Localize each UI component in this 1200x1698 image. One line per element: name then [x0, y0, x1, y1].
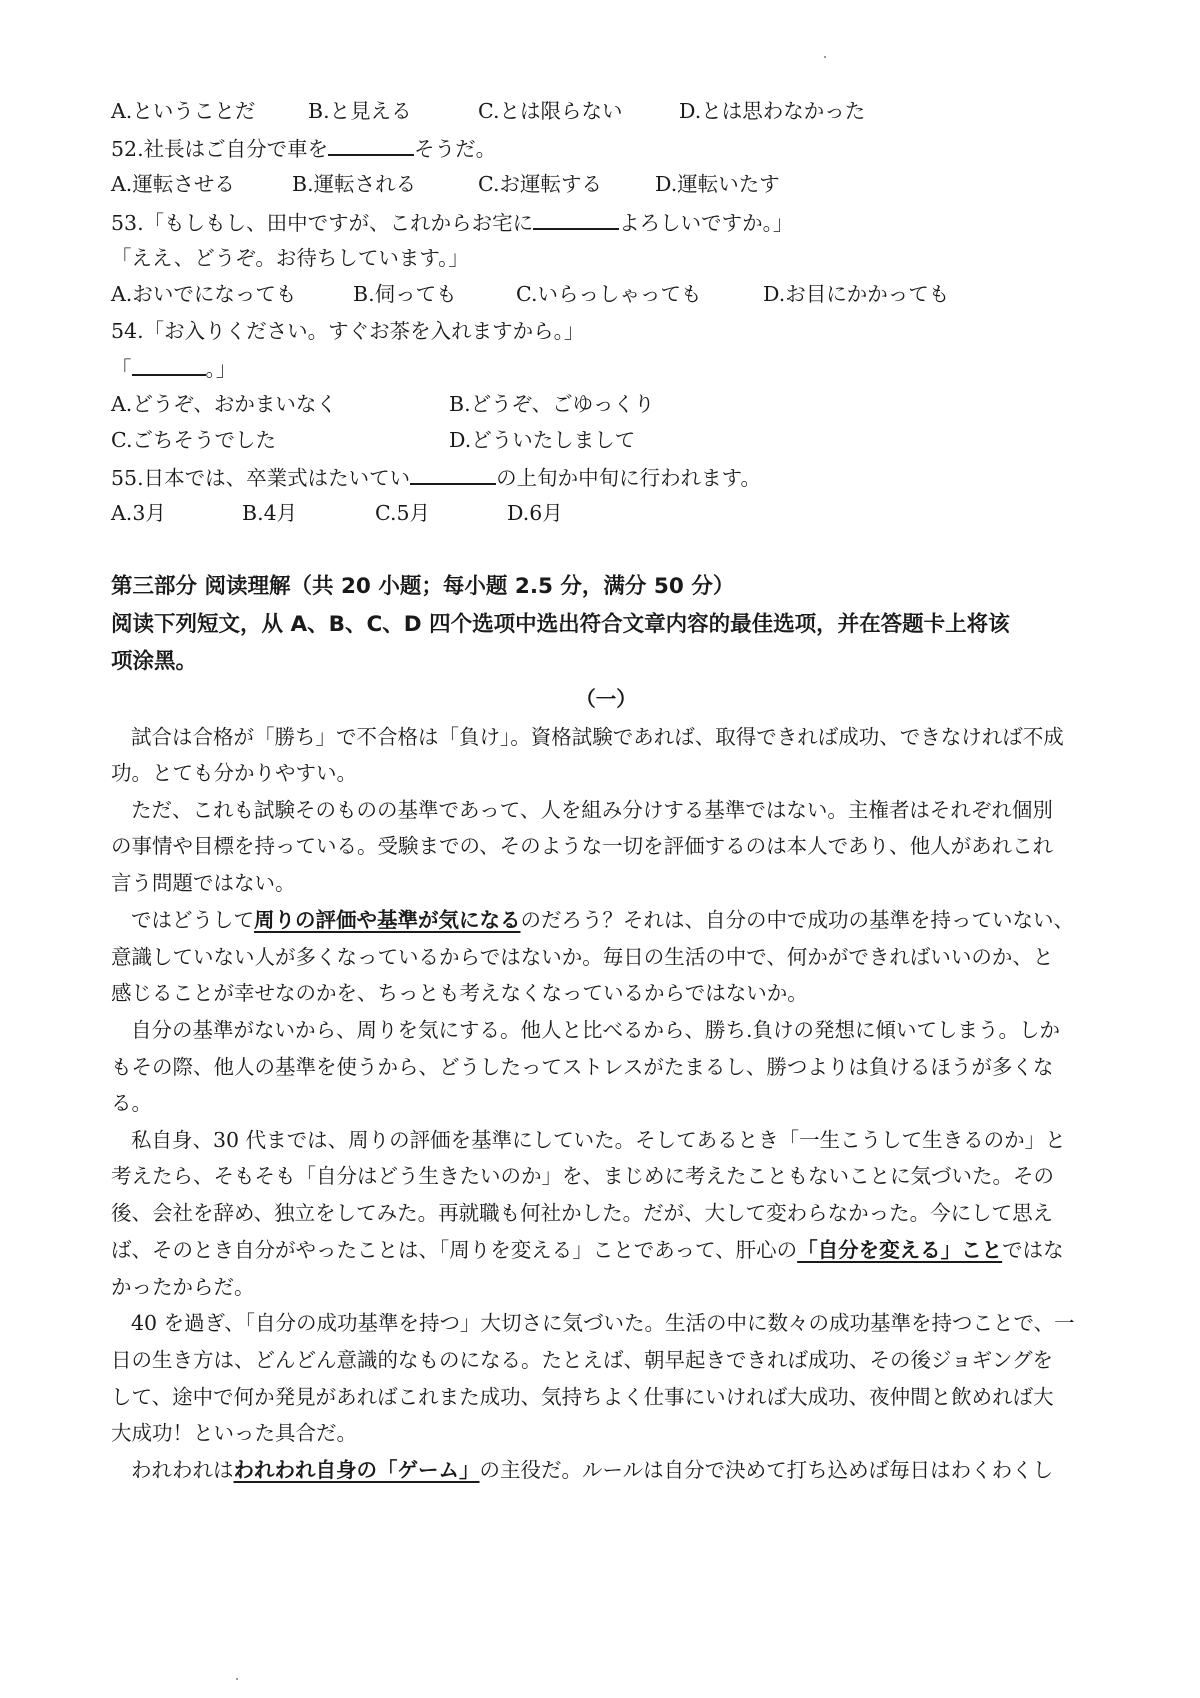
q55-stem-before: 55.日本では、卒業式はたいてい — [111, 466, 411, 490]
q51-option-a[interactable]: A.ということだ — [111, 99, 256, 123]
scan-speck — [236, 1678, 238, 1680]
passage-p5-line4 — [111, 1235, 1101, 1265]
q55-stem — [111, 461, 1101, 493]
q52-blank — [328, 132, 414, 156]
q55-option-b[interactable]: B.4月 — [242, 501, 298, 525]
passage-p7-line1-a: われわれは — [131, 1458, 234, 1482]
passage-p6-line1: 40 を過ぎ、「自分の成功基準を持つ」大切さに気づいた。生活の中に数々の成功基準を持つことで、一 — [131, 1311, 1075, 1335]
passage-p6-line2: 日の生き方は、どんどん意識的なものになる。たとえば、朝早起きできれば成功、その後ジョギングを — [111, 1348, 1053, 1372]
passage-p4-line3: る。 — [111, 1091, 152, 1115]
q52-stem — [111, 132, 1101, 164]
q51-option-b[interactable]: B.と見える — [308, 99, 412, 123]
section3-title: 第三部分 阅读理解（共 20 小题；每小题 2.5 分，满分 50 分） — [111, 574, 735, 599]
passage-p5-line2: 考えたら、そもそも「自分はどう生きたいのか」を、まじめに考えたこともないことに気づいた。その — [111, 1164, 1054, 1188]
passage-p2-line2: の事情や目標を持っている。受験までの、そのような一切を評価するのは本人であり、他人があれこれ — [111, 834, 1054, 858]
q53-option-c[interactable]: C.いらっしゃっても — [516, 282, 702, 306]
passage-p4-line1: 自分の基準がないから、周りを気にする。他人と比べるから、勝ち.負けの発想に傾いてしまう。しか — [131, 1018, 1061, 1042]
q53-reply: 「ええ、どうぞ。お待ちしています。」 — [111, 246, 469, 270]
passage-p7-line1 — [131, 1455, 1101, 1485]
q54-blank — [132, 352, 206, 376]
q55-option-a[interactable]: A.3月 — [111, 501, 166, 525]
q55-blank — [410, 461, 496, 485]
q53-option-b[interactable]: B.伺っても — [353, 282, 457, 306]
q54-stem: 54.「お入りください。すぐお茶を入れますから。」 — [111, 319, 585, 343]
q53-stem — [111, 206, 1101, 238]
underlined-phrase-1: 周りの評価や基準が気になる — [254, 908, 521, 932]
underlined-phrase-2: 「自分を変える」こと — [797, 1238, 1003, 1262]
passage-p3-line2: 意識していない人が多くなっているからではないか。毎日の生活の中で、何かができればいいのか、と — [111, 945, 1054, 969]
q52-stem-after: そうだ。 — [414, 137, 497, 161]
q54-option-c[interactable]: C.ごちそうでした — [111, 428, 276, 452]
passage-p2-line1: ただ、これも試験そのものの基準であって、人を組み分けする基準ではない。主権者はそれぞれ個別 — [131, 798, 1053, 822]
q52-option-a[interactable]: A.運転させる — [111, 172, 235, 196]
passage-p5-line4-a: ば、そのとき自分がやったことは、「周りを変える」ことであって、肝心の — [111, 1238, 798, 1262]
q53-stem-before: 53.「もしもし、田中ですが、これからお宅に — [111, 211, 534, 235]
passage-p7-line1-b: の主役だ。ルールは自分で決めて打ち込めば毎日はわくわくし — [479, 1458, 1054, 1482]
passage-p5-line5: かったからだ。 — [111, 1275, 255, 1299]
q55-option-d[interactable]: D.6月 — [507, 501, 563, 525]
scan-speck — [824, 56, 826, 58]
passage-p1-line1: 試合は合格が「勝ち」で不合格は「負け」。資格試験であれば、取得できれば成功、できなければ不成 — [131, 725, 1064, 749]
section3-instruction-line2: 项涂黑。 — [111, 649, 198, 674]
q54-option-a[interactable]: A.どうぞ、おかまいなく — [111, 392, 337, 416]
q52-option-d[interactable]: D.運転いたす — [655, 172, 780, 196]
passage-p5-line1: 私自身、30 代までは、周りの評価を基準にしていた。そしてあるとき「一生こうして生きるのか」と — [131, 1128, 1066, 1152]
q51-option-d[interactable]: D.とは思わなかった — [679, 99, 866, 123]
q54-reply — [111, 352, 1101, 384]
q55-stem-after: の上旬か中旬に行われます。 — [496, 466, 761, 490]
q51-option-c[interactable]: C.とは限らない — [478, 99, 623, 123]
q53-blank — [533, 206, 619, 230]
q54-reply-open: 「 — [111, 357, 132, 381]
passage-p1-line2: 功。とても分かりやすい。 — [111, 761, 357, 785]
passage-p3-line1-a: ではどうして — [131, 908, 254, 932]
underlined-phrase-3: われわれ自身の「ゲーム」 — [233, 1458, 480, 1482]
passage-p5-line4-b: ではな — [1002, 1238, 1064, 1262]
passage-p3-line1 — [131, 905, 1101, 935]
q54-option-d[interactable]: D.どういたしまして — [449, 428, 636, 452]
q54-option-b[interactable]: B.どうぞ、ごゆっくり — [449, 392, 655, 416]
passage-heading: （一） — [575, 687, 637, 711]
q52-option-c[interactable]: C.お運転する — [478, 172, 602, 196]
passage-p4-line2: もその際、他人の基準を使うから、どうしたってストレスがたまるし、勝つよりは負けるほうが多くな — [111, 1055, 1054, 1079]
q52-option-b[interactable]: B.運転される — [292, 172, 417, 196]
section3-instruction-line1: 阅读下列短文，从 A、B、C、D 四个选项中选出符合文章内容的最佳选项，并在答题卡上将该 — [111, 612, 1010, 637]
passage-p6-line3: して、途中で何か発見があればこれまた成功、気持ちよく仕事にいければ大成功、夜仲間と飲めれば大 — [111, 1385, 1054, 1409]
q52-stem-before: 52.社長はご自分で車を — [111, 137, 329, 161]
passage-p3-line1-b: のだろう？それは、自分の中で成功の基準を持っていない、 — [520, 908, 1074, 932]
q53-stem-after: よろしいですか。」 — [619, 211, 794, 235]
passage-p2-line3: 言う問題ではない。 — [111, 871, 296, 895]
passage-p3-line3: 感じることが幸せなのかを、ちっとも考えなくなっているからではないか。 — [111, 981, 808, 1005]
q55-option-c[interactable]: C.5月 — [375, 501, 431, 525]
passage-p6-line4: 大成功！といった具合だ。 — [111, 1421, 357, 1445]
q54-reply-close: 。」 — [205, 357, 237, 381]
passage-p5-line3: 後、会社を辞め、独立をしてみた。再就職も何社かした。だが、大して変わらなかった。今にして思え — [111, 1201, 1054, 1225]
q53-option-d[interactable]: D.お目にかかっても — [763, 282, 950, 306]
q53-option-a[interactable]: A.おいでになっても — [111, 282, 297, 306]
